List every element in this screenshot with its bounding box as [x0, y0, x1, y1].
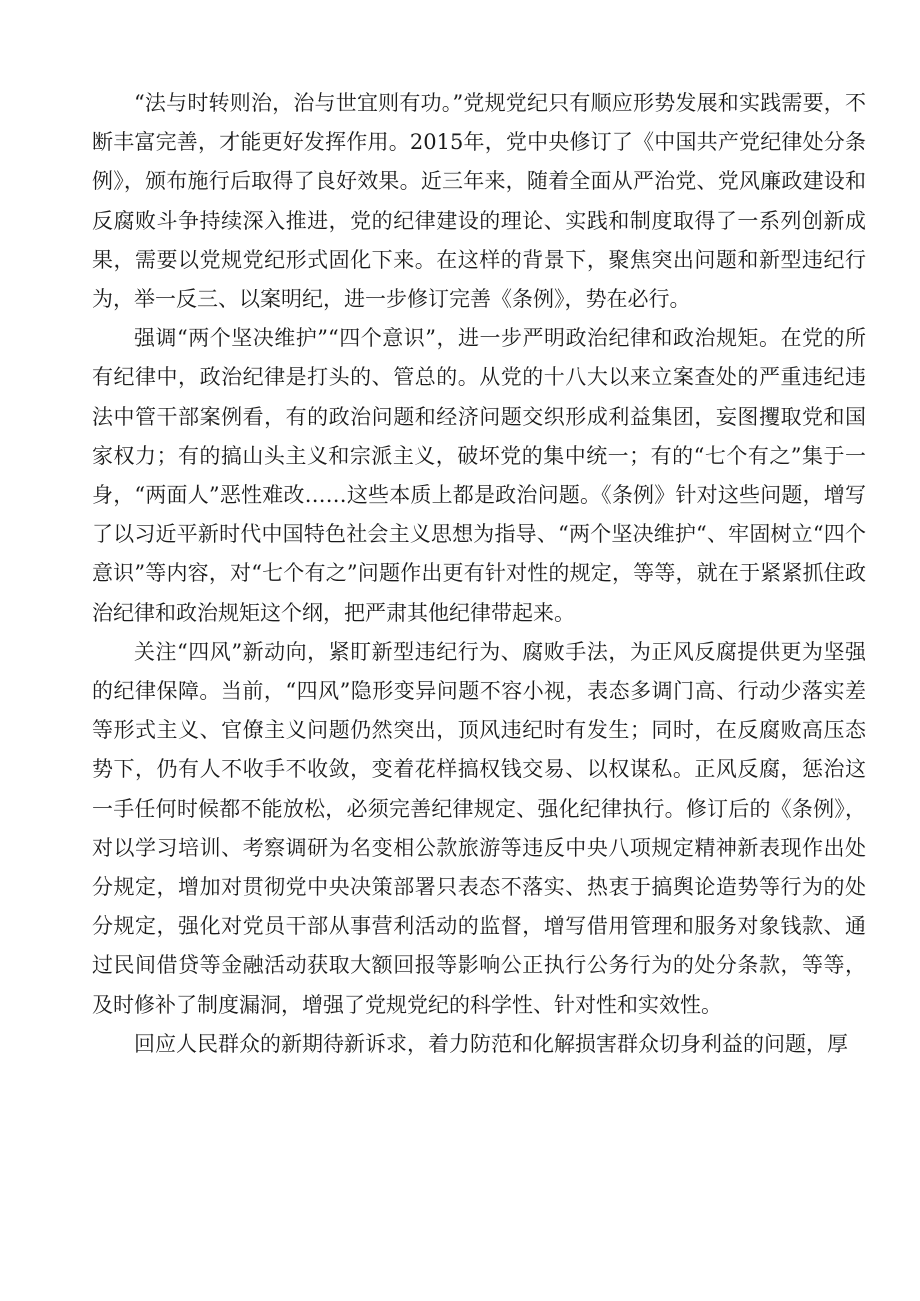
document-body	[92, 84, 866, 1064]
paragraph-4: 回应人民群众的新期待新诉求，着力防范和化解损害群众切身利益的问题，厚	[134, 1031, 848, 1056]
paragraph-3: 关注“四风”新动向，紧盯新型违纪行为、腐败手法，为正风反腐提供更为坚强的纪律保障。当前，“四风”隐形变异问题不容小视，表态多调门高、行动少落实差等形式主义、官僚主义问题仍然突出，顶风违纪时有发生；同时，在反腐败高压态势下，仍有人不收手不收敛，变着花样搞权钱交易、以权谋私。正风反腐，惩治这一手任何时候都不能放松，必须完善纪律规定、强化纪律执行。修订后的《条例》，对以学习培训、考察调研为名变相公款旅游等违反中央八项规定精神新表现作出处分规定，增加对贯彻党中央决策部署只表态不落实、热衷于搞舆论造势等行为的处分规定，强化对党员干部从事营利活动的监督，增写借用管理和服务对象钱款、通过民间借贷等金融活动获取大额回报等影响公正执行公务行为的处分条款，等等，及时修补了制度漏洞，增强了党规党纪的科学性、针对性和实效性。	[92, 639, 866, 1017]
paragraph-2: 强调“两个坚决维护”“四个意识”，进一步严明政治纪律和政治规矩。在党的所有纪律中，政治纪律是打头的、管总的。从党的十八大以来立案查处的严重违纪违法中管干部案例看，有的政治问题和经济问题交织形成利益集团，妄图攫取党和国家权力；有的搞山头主义和宗派主义，破坏党的集中统一；有的“七个有之”集于一身，“两面人”恶性难改……这些本质上都是政治问题。《条例》针对这些问题，增写了以习近平新时代中国特色社会主义思想为指导、“两个坚决维护“、牢固树立“四个意识”等内容，对“七个有之”问题作出更有针对性的规定，等等，就在于紧紧抓住政治纪律和政治规矩这个纲，把严肃其他纪律带起来。	[92, 326, 866, 625]
paragraph-1: “法与时转则治，治与世宜则有功。”党规党纪只有顺应形势发展和实践需要，不断丰富完善，才能更好发挥作用。2015年，党中央修订了《中国共产党纪律处分条例》，颁布施行后取得了良好效果。近三年来，随着全面从严治党、党风廉政建设和反腐败斗争持续深入推进，党的纪律建设的理论、实践和制度取得了一系列创新成果，需要以党规党纪形式固化下来。在这样的背景下，聚焦突出问题和新型违纪行为，举一反三、以案明纪，进一步修订完善《条例》，势在必行。	[92, 91, 866, 312]
